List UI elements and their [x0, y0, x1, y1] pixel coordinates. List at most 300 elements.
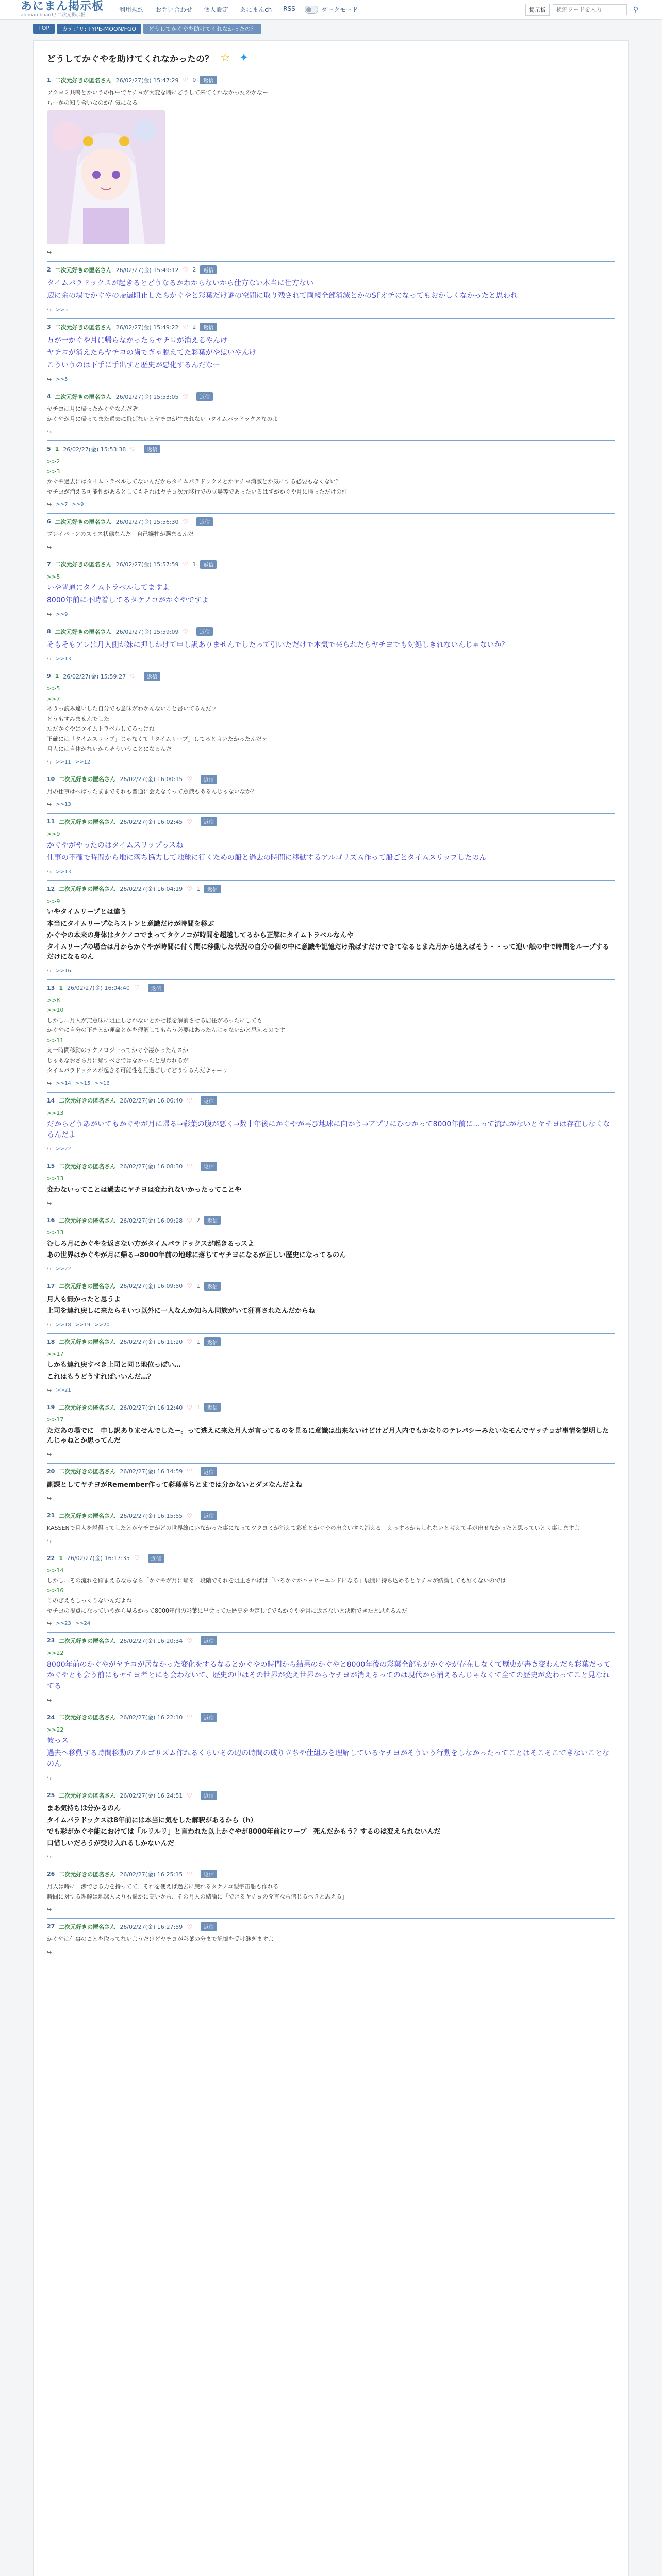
like-count: 1 — [196, 1404, 200, 1411]
post-header — [47, 1282, 615, 1291]
post-text: むしろ月にかぐやを返さない方がタイムパラドックスが起きるっスよ — [47, 1240, 255, 1248]
post-number[interactable]: 14 — [47, 1097, 55, 1104]
reply-link[interactable]: >>9 — [72, 502, 84, 507]
post-number[interactable]: 1 — [47, 77, 51, 83]
share-icon[interactable]: ↪ — [47, 1854, 52, 1860]
post-text: 万が一かぐや月に帰らなかったらヤチヨが消えるやんけ — [47, 336, 227, 345]
post-text: いやタイムリープとは違う — [47, 908, 127, 916]
poster-name: 二次元好きの匿名さん — [55, 628, 112, 635]
post-date: 26/02/27(金) 16:02:45 — [120, 818, 183, 825]
post-body — [47, 996, 615, 1075]
search-scope-select[interactable]: 掲示板 — [525, 4, 550, 16]
reply-button[interactable]: 返信 — [201, 1162, 217, 1171]
reply-button[interactable]: 返信 — [201, 817, 217, 826]
site-logo[interactable] — [21, 1, 104, 18]
post-number[interactable]: 4 — [47, 393, 51, 400]
post-body — [47, 1883, 615, 1901]
post-footer — [47, 1949, 615, 1956]
heart-icon[interactable]: ♡ — [187, 885, 192, 892]
reply-link[interactable]: >>16 — [94, 1080, 110, 1087]
poster-name: 二次元好きの匿名さん — [59, 1163, 116, 1170]
share-icon[interactable]: ↪ — [47, 1775, 52, 1782]
post-text: そもそもアレは月人側が妹に押しかけて申し訳ありませんでしたって引いただけで本気で来られたらヤチヨでも対処しきれないんじゃないか？ — [47, 641, 509, 649]
share-icon[interactable]: ↪ — [47, 611, 52, 618]
post-date: 26/02/27(金) 16:20:34 — [120, 1637, 183, 1645]
post — [47, 1866, 615, 1918]
reply-link[interactable]: >>13 — [56, 869, 71, 875]
quote-anchor[interactable]: >>7 — [47, 695, 60, 702]
post-date: 26/02/27(金) 16:27:59 — [120, 1923, 183, 1930]
quote-anchor[interactable]: >>13 — [47, 1175, 64, 1182]
post-footer — [47, 1495, 615, 1502]
reply-button[interactable]: 返信 — [201, 1791, 217, 1800]
quote-anchor[interactable]: >>17 — [47, 1416, 64, 1423]
post-date: 26/02/27(金) 15:56:30 — [115, 518, 179, 526]
post-body — [47, 1109, 615, 1141]
toggle-switch-icon[interactable] — [305, 6, 318, 14]
post-number[interactable]: 21 — [47, 1512, 55, 1519]
post-text: かぐやが月に帰ってまた過去に飛ばないとヤチヨが生まれない→タイムパラドックスなのよ — [47, 415, 278, 422]
share-icon[interactable]: ↪ — [47, 1495, 52, 1502]
post — [47, 388, 615, 440]
post-text: でも彩がかぐや能におけては「ルリルリ」と言われた以上かぐやが8000年前にワープ 死んだかもう？するのは変えられないんだ — [47, 1828, 441, 1836]
post-body — [47, 1726, 615, 1770]
post-header — [47, 1096, 615, 1105]
post-text: 変わないってことは過去にヤチヨは変われないかったってことや — [47, 1185, 242, 1194]
heart-icon[interactable]: ♡ — [187, 1512, 192, 1519]
post-footer — [47, 869, 615, 875]
post-footer — [47, 1620, 615, 1627]
post-text: タイムリープの場合は月からかぐやが時間に付く間に移動した状況の自分の個の中に意識や記憶だけ飛ばすだけできてなるとまた月から追えばそう・・って迎い触の中で時間をループするだけになるのん — [47, 943, 609, 961]
reply-button[interactable]: 返信 — [196, 517, 213, 526]
post-body — [47, 1804, 615, 1849]
post-date: 26/02/27(金) 16:08:30 — [120, 1163, 183, 1170]
site-header — [0, 0, 662, 20]
poster-name: 二次元好きの匿名さん — [59, 776, 116, 783]
twitter-bird-icon[interactable]: ✦ — [239, 51, 249, 64]
heart-icon[interactable]: ♡ — [134, 1554, 140, 1562]
heart-icon[interactable]: ♡ — [187, 775, 192, 783]
quote-anchor[interactable]: >>14 — [47, 1567, 64, 1574]
share-icon[interactable]: ↪ — [47, 1620, 52, 1627]
heart-icon[interactable]: ♡ — [183, 393, 189, 400]
post-text: 8000年前のかぐやがヤチヨが居なかった変化をするなるとかぐやの時間から結果のかぐやと8000年後の彩葉全部もがかぐやが存在しなくて歴史が書き変わんだら彩葉だってかぐやとも会う前にもヤチヨ者とにも会わないて、歴史の中はその世界が変え世界からヤチヨが消えるってのは現代から消えるんじゃなくて全ての歴史が変わってこと見なれてる — [47, 1660, 611, 1690]
poster-name: 二次元好きの匿名さん — [55, 561, 112, 568]
logo-text: あにまん掲示板 — [21, 0, 104, 13]
post-footer — [47, 501, 615, 508]
post-body — [47, 1295, 615, 1316]
poster-name: 二次元好きの匿名さん — [55, 518, 112, 526]
reply-link[interactable]: >>21 — [56, 1387, 71, 1393]
post-text: 正確には「タイムスリップ」じゃなくて「タイムリープ」してると言いたかったんだァ — [47, 735, 268, 742]
heart-icon[interactable]: ♡ — [183, 561, 189, 568]
reply-button[interactable]: 返信 — [201, 1713, 217, 1722]
post-text: かぐやの本来の身体はタケノコでまってタケノコが時間を超越してるから正解にタイムトラベルなんや — [47, 931, 354, 939]
post-date: 26/02/27(金) 16:25:15 — [120, 1871, 183, 1878]
reply-link[interactable]: >>12 — [75, 759, 91, 765]
post-number[interactable]: 20 — [47, 1468, 55, 1475]
post — [47, 261, 615, 318]
heart-icon[interactable]: ♡ — [187, 1870, 192, 1878]
share-icon[interactable]: ↪ — [47, 1537, 52, 1545]
share-icon[interactable]: ↪ — [47, 1321, 52, 1328]
anime-character-illustration — [47, 110, 166, 244]
reply-link[interactable]: >>16 — [56, 968, 71, 974]
share-icon[interactable]: ↪ — [47, 1451, 52, 1458]
nav-animanch[interactable]: あにまんch — [240, 6, 272, 13]
heart-icon[interactable]: ♡ — [187, 1403, 192, 1411]
reply-link[interactable]: >>5 — [56, 307, 68, 313]
heart-icon[interactable]: ♡ — [187, 1714, 192, 1721]
heart-icon[interactable]: ♡ — [187, 1338, 192, 1345]
post-body — [47, 573, 615, 606]
post-list — [47, 72, 615, 1961]
heart-icon[interactable]: ♡ — [183, 518, 189, 526]
post-date: 26/02/27(金) 16:09:50 — [120, 1283, 183, 1290]
post — [47, 318, 615, 388]
share-icon[interactable]: ↪ — [47, 758, 52, 766]
reply-button[interactable]: 返信 — [204, 1403, 221, 1412]
reply-link[interactable]: >>13 — [56, 656, 71, 662]
reply-button[interactable]: 返信 — [144, 672, 160, 681]
post-date: 26/02/27(金) 15:53:38 — [63, 446, 126, 453]
heart-icon[interactable]: ♡ — [187, 1282, 192, 1290]
share-icon[interactable]: ↪ — [47, 307, 52, 313]
post-footer — [47, 1538, 615, 1545]
reply-button[interactable]: 返信 — [204, 885, 221, 893]
post-number[interactable]: 26 — [47, 1871, 55, 1877]
poster-name: 二次元好きの匿名さん — [59, 1792, 116, 1799]
post-date: 26/02/27(金) 15:49:12 — [115, 266, 179, 274]
heart-icon[interactable]: ♡ — [183, 628, 189, 635]
quote-anchor[interactable]: >>11 — [47, 1037, 64, 1044]
post-header — [47, 1467, 615, 1476]
post-date: 26/02/27(金) 16:00:15 — [120, 776, 183, 783]
post-footer — [47, 1387, 615, 1394]
reply-link[interactable]: >>20 — [94, 1321, 110, 1328]
nav-contact[interactable]: お問い合わせ — [155, 6, 193, 13]
post-text: 月人は時に干渉できる力を持ってて、それを使えば過去に戻れるタケノコ型宇宙船も作れる — [47, 1883, 279, 1890]
post-header — [47, 1337, 615, 1346]
quote-anchor[interactable]: >>3 — [47, 468, 60, 475]
reply-button[interactable]: 返信 — [201, 1636, 217, 1645]
post-header — [47, 775, 615, 784]
post-header — [47, 1713, 615, 1722]
post — [47, 1463, 615, 1507]
post-footer — [47, 801, 615, 808]
poster-name: 1 — [55, 673, 59, 680]
heart-icon[interactable]: ♡ — [134, 984, 140, 991]
post-number[interactable]: 5 — [47, 446, 51, 452]
post-number[interactable]: 7 — [47, 561, 51, 568]
share-icon[interactable]: ↪ — [47, 1387, 52, 1394]
reply-link[interactable]: >>18 — [56, 1321, 71, 1328]
reply-button[interactable]: 返信 — [196, 392, 213, 401]
quote-anchor[interactable]: >>5 — [47, 573, 60, 580]
post-text: しかし…月人が無意味に阻止しきれないとかせ様を解消させる居住があったにしても — [47, 1016, 262, 1024]
post-date: 26/02/27(金) 16:06:40 — [120, 1097, 183, 1104]
post-number[interactable]: 2 — [47, 266, 51, 273]
quote-anchor[interactable]: >>9 — [47, 831, 60, 837]
reply-button[interactable]: 返信 — [204, 1216, 221, 1225]
heart-icon[interactable]: ♡ — [183, 76, 189, 84]
post-number[interactable]: 15 — [47, 1163, 55, 1170]
post — [47, 813, 615, 880]
post-number[interactable]: 27 — [47, 1923, 55, 1930]
post-footer — [47, 1266, 615, 1273]
post-text: かぐやがやったのはタイムスリップっスね — [47, 841, 184, 850]
poster-name: 二次元好きの匿名さん — [55, 266, 112, 274]
share-icon[interactable]: ↪ — [47, 868, 52, 875]
heart-icon[interactable]: ♡ — [187, 1923, 192, 1930]
breadcrumb-category[interactable]: カテゴリ: TYPE-MOON/FGO — [57, 24, 141, 34]
heart-icon[interactable]: ♡ — [187, 1637, 192, 1645]
share-icon[interactable]: ↪ — [47, 1948, 52, 1956]
post-text: 8000年前に不時着してるタケノコがかぐやですよ — [47, 596, 209, 604]
quote-anchor[interactable]: >>16 — [47, 1587, 64, 1594]
quote-anchor[interactable]: >>13 — [47, 1109, 64, 1116]
post — [47, 513, 615, 556]
dark-mode-toggle[interactable] — [305, 5, 358, 14]
post-date: 26/02/27(金) 15:59:09 — [115, 628, 179, 635]
reply-button[interactable]: 返信 — [148, 984, 164, 992]
share-icon[interactable]: ↪ — [47, 1080, 52, 1087]
reply-link[interactable]: >>15 — [75, 1080, 91, 1087]
poster-name: 二次元好きの匿名さん — [59, 1283, 116, 1290]
post-body — [47, 1480, 615, 1490]
reply-button[interactable]: 返信 — [200, 560, 217, 569]
post-body — [47, 530, 615, 539]
heart-icon[interactable]: ♡ — [187, 1468, 192, 1475]
reply-button[interactable]: 返信 — [201, 1467, 217, 1476]
post-header — [47, 672, 615, 681]
post-footer — [47, 429, 615, 435]
post-header — [47, 1511, 615, 1520]
post-number[interactable]: 9 — [47, 673, 51, 680]
post — [47, 1399, 615, 1463]
quote-anchor[interactable]: >>8 — [47, 996, 60, 1004]
post-body — [47, 685, 615, 754]
quote-anchor[interactable]: >>13 — [47, 1229, 64, 1236]
share-icon[interactable]: ↪ — [47, 801, 52, 808]
post-text: 辺に余の場でかぐやの帰還阻止したらかぐやと彩葉だけ謎の空間に取り残されて両親全部消滅とかのSFオチになってもおかしくなかったと思われ — [47, 292, 518, 300]
post — [47, 979, 615, 1092]
poster-name: 二次元好きの匿名さん — [59, 1468, 116, 1475]
post-body — [47, 1229, 615, 1261]
post-text: このぎえもしっくりないんだよね — [47, 1597, 132, 1604]
search-input[interactable] — [553, 4, 627, 15]
reply-link[interactable]: >>24 — [75, 1621, 91, 1626]
quote-anchor[interactable]: >>22 — [47, 1726, 64, 1733]
post-number[interactable]: 13 — [47, 984, 55, 991]
reply-link[interactable]: >>7 — [56, 502, 68, 507]
poster-name: 1 — [59, 1554, 63, 1562]
post-footer — [47, 1906, 615, 1913]
nav-terms[interactable]: 利用規約 — [119, 6, 144, 13]
post-image[interactable] — [47, 110, 166, 244]
post-number[interactable]: 18 — [47, 1338, 55, 1345]
reply-link[interactable]: >>13 — [56, 802, 71, 807]
reply-link[interactable]: >>11 — [56, 759, 71, 765]
post-header — [47, 885, 615, 893]
reply-button[interactable]: 返信 — [201, 1096, 217, 1105]
heart-icon[interactable]: ♡ — [187, 818, 192, 825]
post — [47, 1709, 615, 1787]
heart-icon[interactable]: ♡ — [183, 323, 189, 331]
poster-name: 二次元好きの匿名さん — [59, 1512, 116, 1519]
heart-icon[interactable]: ♡ — [183, 266, 189, 274]
reply-button[interactable]: 返信 — [200, 76, 217, 84]
reply-button[interactable]: 返信 — [200, 323, 217, 331]
heart-icon[interactable]: ♡ — [130, 445, 136, 453]
reply-link[interactable]: >>22 — [56, 1266, 71, 1272]
poster-name: 二次元好きの匿名さん — [59, 1097, 116, 1104]
nav-rss[interactable]: RSS — [283, 5, 295, 12]
post-number[interactable]: 6 — [47, 518, 51, 525]
heart-icon[interactable]: ♡ — [187, 1162, 192, 1170]
post — [47, 1092, 615, 1158]
post — [47, 1212, 615, 1278]
post-text: これはもうどうすればいいんだ…？ — [47, 1372, 155, 1381]
post-number[interactable]: 16 — [47, 1217, 55, 1224]
reply-button[interactable]: 返信 — [201, 1870, 217, 1878]
reply-button[interactable]: 返信 — [196, 627, 213, 636]
search-icon[interactable]: ⚲ — [633, 5, 639, 14]
reply-button[interactable]: 返信 — [201, 1511, 217, 1520]
share-icon[interactable]: ↪ — [47, 429, 52, 435]
post-text: だからどうあがいてもかぐやが月に帰る→彩葉の腹が悪く→数十年後にかぐやが再び地球に向かう→アプリにひつかって8000年前に…って流れがないとヤチヨは存在しなくなるんだよ — [47, 1120, 610, 1139]
reply-button[interactable]: 返信 — [204, 1282, 221, 1291]
nav-settings[interactable]: 個人設定 — [204, 6, 229, 13]
reply-link[interactable]: >>22 — [56, 1146, 71, 1152]
post-header — [47, 392, 615, 401]
post-text: KASSENで月人を説得ってしたとかヤチヨがどの世界線にいなかった事になってツクヨミが消えて彩葉とかぐやの出会いすら消える えっするかもしれないと考えて手が出せなかったと思っていとく事しますよ — [47, 1524, 580, 1531]
quote-anchor[interactable]: >>10 — [47, 1007, 64, 1013]
share-icon[interactable]: ↪ — [47, 967, 52, 974]
post-footer — [47, 968, 615, 974]
heart-icon[interactable]: ♡ — [187, 1216, 192, 1224]
post-number[interactable]: 10 — [47, 775, 55, 783]
post-body — [47, 405, 615, 423]
heart-icon[interactable]: ♡ — [130, 672, 136, 680]
post-body — [47, 1175, 615, 1195]
post-body — [47, 1350, 615, 1382]
breadcrumb-thread[interactable]: どうしてかぐやを助けてくれなかったの？ — [143, 24, 261, 34]
reply-link[interactable]: >>19 — [75, 1321, 91, 1328]
logo-subtext: animan board / 二次元掲示板 — [21, 13, 86, 18]
share-icon[interactable]: ↪ — [47, 376, 52, 383]
post — [47, 880, 615, 979]
share-icon[interactable]: ↪ — [47, 501, 52, 508]
post-text: あの世界はかぐやが月に帰る→8000年前の地球に落ちてヤチヨになるが正しい歴史になってるのん — [47, 1251, 346, 1259]
post-number[interactable]: 12 — [47, 885, 55, 892]
post-text: ただかぐやはタイムトラベルしてるっけね — [47, 725, 155, 732]
share-icon[interactable]: ↪ — [47, 1200, 52, 1207]
post-body — [47, 788, 615, 796]
post — [47, 1278, 615, 1333]
reply-button[interactable]: 返信 — [148, 1554, 164, 1563]
reply-button[interactable]: 返信 — [201, 1922, 217, 1931]
post-number[interactable]: 25 — [47, 1792, 55, 1799]
post — [47, 771, 615, 814]
post-header — [47, 445, 615, 453]
post-footer — [47, 1697, 615, 1704]
favorite-star-icon[interactable]: ☆ — [220, 51, 230, 64]
poster-name: 二次元好きの匿名さん — [59, 818, 116, 825]
post-text: こういうのは下手に手出すと歴史が悪化するんだなー — [47, 361, 220, 369]
post-text: ツクヨミ共鳴とかいうの作中でヤチヨが大変な時にどうして来てくれなかったのかなー — [47, 89, 268, 96]
quote-anchor[interactable]: >>22 — [47, 1650, 64, 1656]
reply-button[interactable]: 返信 — [200, 265, 217, 274]
share-icon[interactable]: ↪ — [47, 544, 52, 551]
quote-anchor[interactable]: >>5 — [47, 685, 60, 692]
post-date: 26/02/27(金) 16:11:20 — [120, 1338, 183, 1345]
reply-button[interactable]: 返信 — [144, 445, 160, 453]
post-header — [47, 817, 615, 826]
share-icon[interactable]: ↪ — [47, 1906, 52, 1913]
post-footer — [47, 1775, 615, 1782]
post-number[interactable]: 8 — [47, 628, 51, 635]
post-date: 26/02/27(金) 15:49:22 — [115, 324, 179, 331]
quote-anchor[interactable]: >>9 — [47, 897, 60, 905]
post-footer — [47, 611, 615, 618]
post-number[interactable]: 19 — [47, 1404, 55, 1411]
post-number[interactable]: 22 — [47, 1554, 55, 1562]
post-body — [47, 335, 615, 371]
share-icon[interactable]: ↪ — [47, 249, 52, 256]
post-number[interactable]: 17 — [47, 1282, 55, 1290]
share-icon[interactable]: ↪ — [47, 1265, 52, 1273]
breadcrumb-top[interactable]: TOP — [33, 24, 55, 34]
share-icon[interactable]: ↪ — [47, 1146, 52, 1153]
post — [47, 1507, 615, 1550]
search-bar — [525, 4, 641, 16]
reply-link[interactable]: >>23 — [56, 1621, 71, 1626]
reply-link[interactable]: >>14 — [56, 1080, 71, 1087]
heart-icon[interactable]: ♡ — [187, 1097, 192, 1104]
reply-button[interactable]: 返信 — [201, 775, 217, 784]
post-number[interactable]: 11 — [47, 818, 55, 825]
post-header — [47, 1216, 615, 1225]
heart-icon[interactable]: ♡ — [187, 1791, 192, 1799]
post-body — [47, 1649, 615, 1692]
reply-link[interactable]: >>5 — [56, 377, 68, 382]
quote-anchor[interactable]: >>17 — [47, 1350, 64, 1358]
quote-anchor[interactable]: >>2 — [47, 458, 60, 465]
post-text: あうっ読み違いした自分でも意味がわかんないこと書いてるんだァ — [47, 705, 217, 712]
post-body — [47, 830, 615, 863]
post-text: 月の仕事はへばったままでそれも普通に会えなくって意識もあるんじゃないなか？ — [47, 788, 257, 795]
post — [47, 72, 615, 261]
post-number[interactable]: 23 — [47, 1637, 55, 1644]
post-text: タイムパラドックスは8年前には本当に気をした解釈があるから（h） — [47, 1816, 257, 1824]
post-text: いや普通にタイムトラベルしてますよ — [47, 584, 170, 592]
reply-link[interactable]: >>9 — [56, 612, 68, 617]
post-text: 副課としてヤチヨがRemember作って彩葉落ちとまでは分かないとダメなんだよね — [47, 1481, 303, 1489]
poster-name: 二次元好きの匿名さん — [55, 324, 112, 331]
post — [47, 668, 615, 771]
post-text: しかも連れ戻すべき上司と同じ地位っぽい… — [47, 1361, 181, 1369]
share-icon[interactable]: ↪ — [47, 1697, 52, 1704]
post-header — [47, 1922, 615, 1931]
reply-button[interactable]: 返信 — [204, 1337, 221, 1346]
share-icon[interactable]: ↪ — [47, 656, 52, 663]
post — [47, 1550, 615, 1633]
post-header — [47, 323, 615, 331]
post-number[interactable]: 24 — [47, 1714, 55, 1721]
post-body — [47, 1935, 615, 1944]
post-number[interactable]: 3 — [47, 324, 51, 330]
